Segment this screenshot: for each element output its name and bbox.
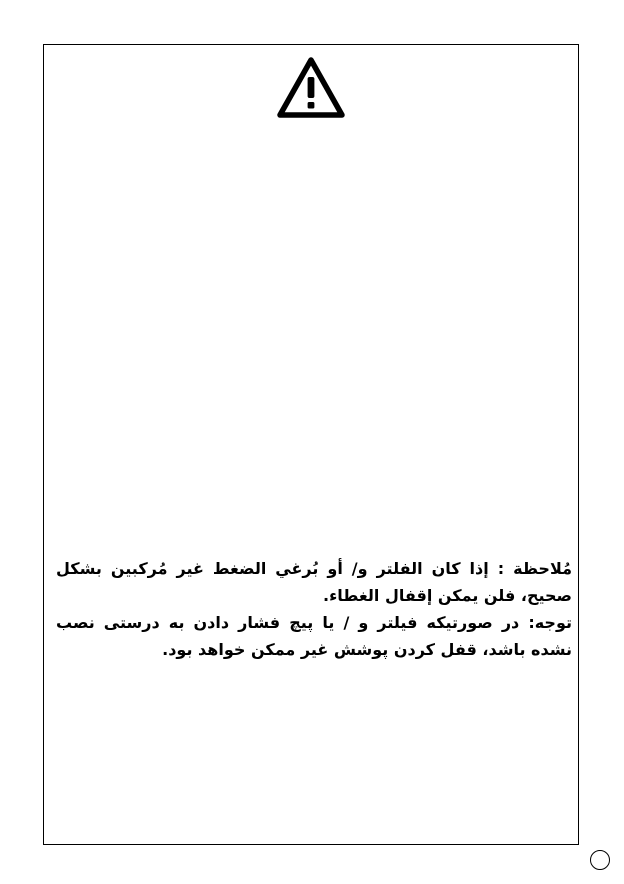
arabic-note: مُلاحظة : إذا كان الفلتر و/ أو بُرغي الضغط غير مُركبين بشكل صحيح، فلن يمكن إقفال الغطاء. — [56, 559, 572, 605]
persian-note: توجه: در صورتیکه فیلتر و / یا پیچ فشار دادن به درستی نصب نشده باشد، قفل کردن پوشش غیر ممکن خواهد بود. — [56, 613, 572, 659]
circle-icon — [590, 850, 610, 870]
page-frame — [43, 44, 579, 845]
notes-block — [56, 555, 572, 663]
warning-triangle-icon — [276, 56, 346, 119]
